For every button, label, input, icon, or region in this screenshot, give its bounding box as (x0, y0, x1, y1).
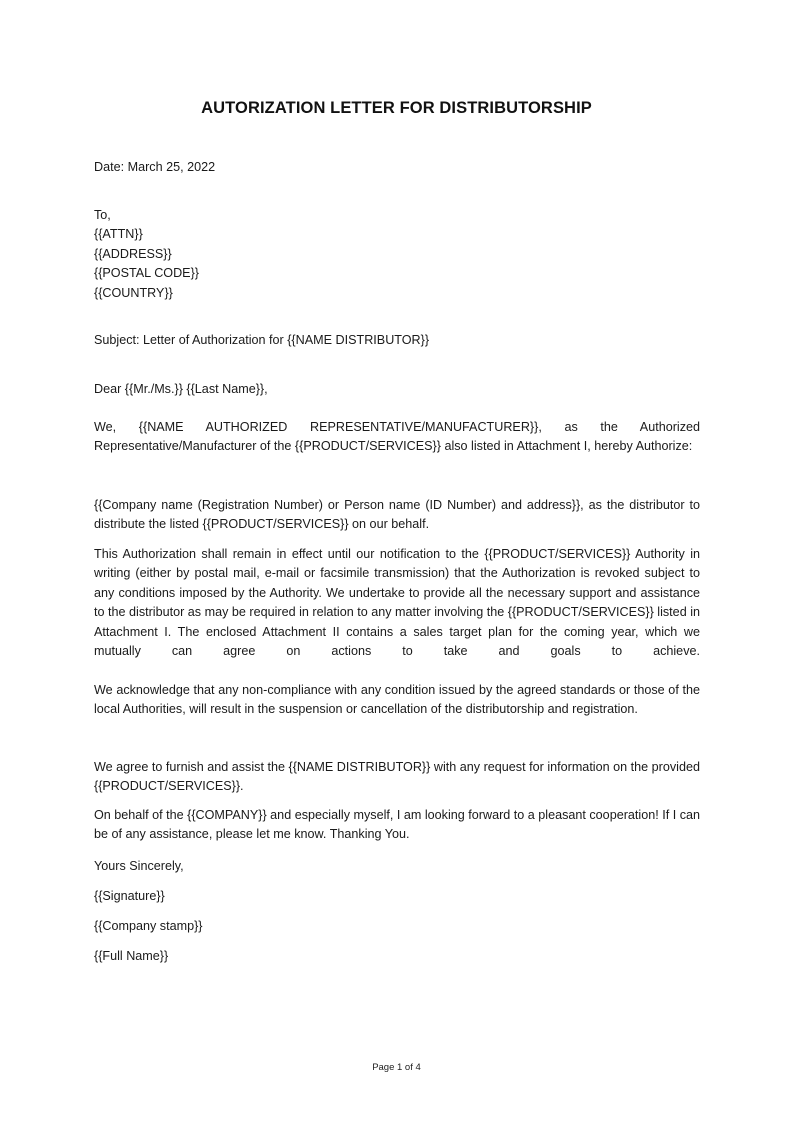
recipient-line: {{ADDRESS}} (94, 246, 172, 261)
paragraph-distributor: {{Company name (Registration Number) or Person name (ID Number) and address}}, as the distributor to distribute the listed {{PRODUCT/SERVICES}} on our behalf. (94, 498, 700, 532)
paragraph-compliance: We acknowledge that any non-compliance with any condition issued by the agreed standards or those of the local Authorities, will result in the suspension or cancellation of the distributorship and registration. (94, 683, 700, 717)
subject-line: Subject: Letter of Authorization for {{NAME DISTRIBUTOR}} (94, 333, 430, 347)
paragraph-authorization: We, {{NAME AUTHORIZED REPRESENTATIVE/MANUFACTURER}}, as the Authorized Representative/Manufacturer of the {{PRODUCT/SERVICES}} also listed in Attachment I, hereby Authorize: (94, 420, 700, 454)
document-title: AUTORIZATION LETTER FOR DISTRIBUTORSHIP (201, 99, 592, 117)
paragraph-cooperation: On behalf of the {{COMPANY}} and especially myself, I am looking forward to a pleasant cooperation! If I can be of any assistance, please let me know. Thanking You. (94, 808, 700, 842)
closing: Yours Sincerely, (94, 859, 184, 873)
recipient-block (94, 206, 700, 303)
page-number: Page 1 of 4 (372, 1062, 421, 1073)
paragraph-validity: This Authorization shall remain in effect until our notification to the {{PRODUCT/SERVICES}} Authority in writing (either by postal mail, e-mail or facsimile transmission) that the Authorization is revoked subject to any conditions imposed by the Authority. We undertake to provide all the necessary support and assistance to the distributor as may be required in relation to any matter involving the {{PRODUCT/SERVICES}} listed in Attachment I. The enclosed Attachment II contains a sales target plan for the coming year, which we mutually can agree on actions to take and goals to achieve. (94, 547, 700, 659)
signature-placeholder: {{Signature}} (94, 889, 165, 903)
paragraph-assistance: We agree to furnish and assist the {{NAME DISTRIBUTOR}} with any request for information on the provided {{PRODUCT/SERVICES}}. (94, 760, 700, 794)
recipient-line: To, (94, 208, 111, 222)
date-line: Date: March 25, 2022 (94, 160, 216, 174)
recipient-line: {{ATTN}} (94, 227, 143, 242)
recipient-line: {{COUNTRY}} (94, 285, 173, 300)
company-stamp-placeholder: {{Company stamp}} (94, 919, 203, 933)
recipient-line: {{POSTAL CODE}} (94, 266, 199, 281)
full-name-placeholder: {{Full Name}} (94, 949, 169, 963)
salutation: Dear {{Mr./Ms.}} {{Last Name}}, (94, 382, 268, 396)
